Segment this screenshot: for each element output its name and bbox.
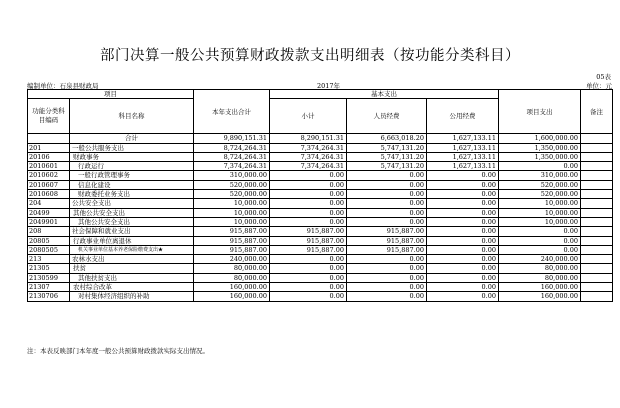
project-cell: 310,000.00 bbox=[499, 171, 581, 180]
public-cell: 0.00 bbox=[427, 255, 499, 264]
subject-name-cell: 行政事业单位离退休 bbox=[70, 236, 194, 245]
personnel-cell: 0.00 bbox=[347, 292, 427, 301]
func-code-cell: 201 bbox=[28, 143, 70, 152]
subject-name-cell: 一般行政管理事务 bbox=[70, 171, 194, 180]
public-header: 公用经费 bbox=[427, 99, 499, 134]
total-cell: 520,000.00 bbox=[194, 180, 270, 189]
report-title: 部门决算一般公共预算财政拨款支出明细表（按功能分类科目） bbox=[100, 48, 520, 64]
table-row bbox=[28, 273, 613, 282]
public-cell: 0.00 bbox=[427, 171, 499, 180]
header-row-1 bbox=[28, 90, 613, 99]
personnel-header: 人员经费 bbox=[347, 99, 427, 134]
project-cell: 520,000.00 bbox=[499, 190, 581, 199]
func-code-cell: 2049901 bbox=[28, 217, 70, 226]
func-code-cell: 2010608 bbox=[28, 190, 70, 199]
remark-cell bbox=[581, 227, 613, 236]
func-code-cell: 21305 bbox=[28, 264, 70, 273]
func-code-cell: 21307 bbox=[28, 283, 70, 292]
public-cell: 0.00 bbox=[427, 190, 499, 199]
remark-cell bbox=[581, 208, 613, 217]
total-cell: 915,887.00 bbox=[194, 227, 270, 236]
personnel-cell: 915,887.00 bbox=[347, 236, 427, 245]
func-code-cell: 213 bbox=[28, 255, 70, 264]
subtotal-cell: 7,374,264.31 bbox=[270, 152, 347, 161]
subtotal-cell: 7,374,264.31 bbox=[270, 162, 347, 171]
table-row bbox=[28, 171, 613, 180]
personnel-cell: 0.00 bbox=[347, 273, 427, 282]
subtotal-cell: 0.00 bbox=[270, 171, 347, 180]
total-cell: 240,000.00 bbox=[194, 255, 270, 264]
subtotal-cell: 0.00 bbox=[270, 190, 347, 199]
personnel-cell: 0.00 bbox=[347, 208, 427, 217]
remark-header: 备注 bbox=[581, 90, 613, 134]
personnel-cell: 0.00 bbox=[347, 217, 427, 226]
personnel-cell: 0.00 bbox=[347, 199, 427, 208]
personnel-cell: 5,747,131.20 bbox=[347, 143, 427, 152]
total-header: 本年支出合计 bbox=[194, 90, 270, 134]
table-row bbox=[28, 236, 613, 245]
subject-name-cell: 信息化建设 bbox=[70, 180, 194, 189]
project-cell: 10,000.00 bbox=[499, 217, 581, 226]
subject-name-cell: 一般公共服务支出 bbox=[70, 143, 194, 152]
subtotal-header: 小计 bbox=[270, 99, 347, 134]
project-cell: 10,000.00 bbox=[499, 208, 581, 217]
personnel-cell: 0.00 bbox=[347, 171, 427, 180]
func-code-header: 功能分类科目编码 bbox=[28, 99, 70, 134]
basic-header: 基本支出 bbox=[270, 90, 499, 99]
table-row bbox=[28, 283, 613, 292]
remark-cell bbox=[581, 264, 613, 273]
subject-name-cell: 对村集体经济组织的补助 bbox=[70, 292, 194, 301]
table-row bbox=[28, 134, 613, 143]
personnel-cell: 5,747,131.20 bbox=[347, 152, 427, 161]
public-cell: 0.00 bbox=[427, 264, 499, 273]
personnel-cell: 915,887.00 bbox=[347, 245, 427, 254]
total-cell: 160,000.00 bbox=[194, 292, 270, 301]
personnel-cell: 0.00 bbox=[347, 190, 427, 199]
total-cell: 160,000.00 bbox=[194, 283, 270, 292]
total-cell: 310,000.00 bbox=[194, 171, 270, 180]
public-cell: 0.00 bbox=[427, 245, 499, 254]
remark-cell bbox=[581, 199, 613, 208]
subject-name-cell: 行政运行 bbox=[70, 162, 194, 171]
table-row bbox=[28, 190, 613, 199]
func-code-cell: 20499 bbox=[28, 208, 70, 217]
table-row bbox=[28, 152, 613, 161]
func-code-cell: 2080505 bbox=[28, 245, 70, 254]
subtotal-cell: 0.00 bbox=[270, 208, 347, 217]
table-row bbox=[28, 292, 613, 301]
subtotal-cell: 915,887.00 bbox=[270, 245, 347, 254]
total-cell: 10,000.00 bbox=[194, 208, 270, 217]
subject-name-cell: 其他公共安全支出 bbox=[70, 208, 194, 217]
remark-cell bbox=[581, 162, 613, 171]
project-cell: 520,000.00 bbox=[499, 180, 581, 189]
subject-name-cell: 扶贫 bbox=[70, 264, 194, 273]
project-cell: 10,000.00 bbox=[499, 199, 581, 208]
remark-cell bbox=[581, 152, 613, 161]
project-cell: 0.00 bbox=[499, 245, 581, 254]
footnote: 注：本表反映部门本年度一般公共预算财政拨款实际支出情况。 bbox=[27, 347, 209, 355]
total-cell: 9,890,151.31 bbox=[194, 134, 270, 143]
project-cell: 160,000.00 bbox=[499, 292, 581, 301]
project-cell: 1,600,000.00 bbox=[499, 134, 581, 143]
subject-name-cell: 其他公共安全支出 bbox=[70, 217, 194, 226]
remark-cell bbox=[581, 217, 613, 226]
remark-cell bbox=[581, 292, 613, 301]
project-cell: 1,350,000.00 bbox=[499, 143, 581, 152]
table-row bbox=[28, 217, 613, 226]
public-cell: 0.00 bbox=[427, 283, 499, 292]
personnel-cell: 6,663,018.20 bbox=[347, 134, 427, 143]
total-cell: 520,000.00 bbox=[194, 190, 270, 199]
func-code-cell: 208 bbox=[28, 227, 70, 236]
subtotal-cell: 7,374,264.31 bbox=[270, 143, 347, 152]
subject-name-cell: 其他扶贫支出 bbox=[70, 273, 194, 282]
func-code-cell: 2010607 bbox=[28, 180, 70, 189]
total-cell: 10,000.00 bbox=[194, 217, 270, 226]
remark-cell bbox=[581, 143, 613, 152]
public-cell: 0.00 bbox=[427, 208, 499, 217]
organization-label: 编制单位：石泉县财政局 bbox=[27, 82, 99, 90]
table-row bbox=[28, 143, 613, 152]
total-cell: 80,000.00 bbox=[194, 273, 270, 282]
func-code-cell: 20805 bbox=[28, 236, 70, 245]
subject-name-cell: 公共安全支出 bbox=[70, 199, 194, 208]
remark-cell bbox=[581, 190, 613, 199]
personnel-cell: 0.00 bbox=[347, 180, 427, 189]
func-code-cell: 2130706 bbox=[28, 292, 70, 301]
total-cell: 7,374,264.31 bbox=[194, 162, 270, 171]
public-cell: 0.00 bbox=[427, 227, 499, 236]
subject-name-cell: 社会保障和就业支出 bbox=[70, 227, 194, 236]
subtotal-cell: 0.00 bbox=[270, 255, 347, 264]
table-row bbox=[28, 199, 613, 208]
subtotal-cell: 0.00 bbox=[270, 199, 347, 208]
remark-cell bbox=[581, 283, 613, 292]
total-cell: 8,724,264.31 bbox=[194, 143, 270, 152]
project-cell: 0.00 bbox=[499, 162, 581, 171]
subtotal-cell: 0.00 bbox=[270, 180, 347, 189]
subtotal-cell: 915,887.00 bbox=[270, 236, 347, 245]
subtotal-cell: 8,290,151.31 bbox=[270, 134, 347, 143]
table-row bbox=[28, 264, 613, 273]
public-cell: 1,627,133.11 bbox=[427, 162, 499, 171]
subject-name-cell: 财政委托业务支出 bbox=[70, 190, 194, 199]
table-row bbox=[28, 180, 613, 189]
public-cell: 0.00 bbox=[427, 292, 499, 301]
total-cell: 8,724,264.31 bbox=[194, 152, 270, 161]
func-code-cell: 2010602 bbox=[28, 171, 70, 180]
project-cell: 0.00 bbox=[499, 227, 581, 236]
personnel-cell: 915,887.00 bbox=[347, 227, 427, 236]
unit-label: 单位：元 bbox=[586, 82, 612, 90]
personnel-cell: 0.00 bbox=[347, 283, 427, 292]
public-cell: 0.00 bbox=[427, 217, 499, 226]
project-header: 项目支出 bbox=[499, 90, 581, 134]
subtotal-cell: 0.00 bbox=[270, 273, 347, 282]
table-row bbox=[28, 208, 613, 217]
remark-cell bbox=[581, 171, 613, 180]
subject-name-cell: 合计 bbox=[70, 134, 194, 143]
project-cell: 0.00 bbox=[499, 236, 581, 245]
func-code-cell: 20106 bbox=[28, 152, 70, 161]
subtotal-cell: 0.00 bbox=[270, 292, 347, 301]
table-row bbox=[28, 245, 613, 254]
project-cell: 80,000.00 bbox=[499, 264, 581, 273]
func-code-cell: 204 bbox=[28, 199, 70, 208]
public-cell: 1,627,133.11 bbox=[427, 143, 499, 152]
year-label: 2017年 bbox=[317, 82, 341, 90]
project-cell: 80,000.00 bbox=[499, 273, 581, 282]
subject-name-cell: 农林水支出 bbox=[70, 255, 194, 264]
form-number: 05表 bbox=[596, 73, 611, 81]
total-cell: 80,000.00 bbox=[194, 264, 270, 273]
table-row bbox=[28, 227, 613, 236]
func-code-cell: 2010601 bbox=[28, 162, 70, 171]
project-cell: 160,000.00 bbox=[499, 283, 581, 292]
personnel-cell: 0.00 bbox=[347, 255, 427, 264]
expenditure-table bbox=[27, 89, 613, 302]
remark-cell bbox=[581, 273, 613, 282]
remark-cell bbox=[581, 134, 613, 143]
remark-cell bbox=[581, 255, 613, 264]
subtotal-cell: 0.00 bbox=[270, 283, 347, 292]
public-cell: 0.00 bbox=[427, 273, 499, 282]
table-row bbox=[28, 162, 613, 171]
project-cell: 240,000.00 bbox=[499, 255, 581, 264]
subject-name-cell: 农村综合改革 bbox=[70, 283, 194, 292]
item-header: 项目 bbox=[28, 90, 194, 99]
remark-cell bbox=[581, 245, 613, 254]
total-cell: 10,000.00 bbox=[194, 199, 270, 208]
public-cell: 0.00 bbox=[427, 180, 499, 189]
personnel-cell: 5,747,131.20 bbox=[347, 162, 427, 171]
personnel-cell: 0.00 bbox=[347, 264, 427, 273]
remark-cell bbox=[581, 180, 613, 189]
func-code-cell bbox=[28, 134, 70, 143]
public-cell: 0.00 bbox=[427, 236, 499, 245]
table-row bbox=[28, 255, 613, 264]
total-cell: 915,887.00 bbox=[194, 236, 270, 245]
public-cell: 1,627,133.11 bbox=[427, 152, 499, 161]
remark-cell bbox=[581, 236, 613, 245]
subject-name-cell: 机关事业单位基本养老保险缴费支出★ bbox=[70, 245, 194, 254]
subject-name-header: 科目名称 bbox=[70, 99, 194, 134]
total-cell: 915,887.00 bbox=[194, 245, 270, 254]
subtotal-cell: 0.00 bbox=[270, 217, 347, 226]
subtotal-cell: 915,887.00 bbox=[270, 227, 347, 236]
public-cell: 1,627,133.11 bbox=[427, 134, 499, 143]
project-cell: 1,350,000.00 bbox=[499, 152, 581, 161]
func-code-cell: 2130599 bbox=[28, 273, 70, 282]
public-cell: 0.00 bbox=[427, 199, 499, 208]
subject-name-cell: 财政事务 bbox=[70, 152, 194, 161]
subtotal-cell: 0.00 bbox=[270, 264, 347, 273]
